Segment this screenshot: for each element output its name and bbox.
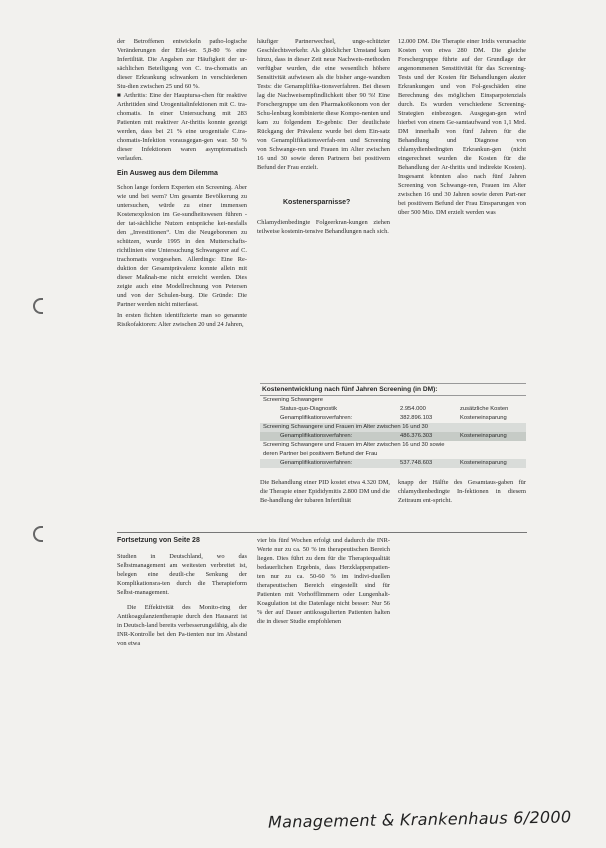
table-row: Genamplifikationsverfahren: 537.748.603 Kosteneinsparung	[260, 459, 526, 468]
table-row: Status-quo-Diagnostik 2.954.000 zusätzliche Kosten	[280, 406, 509, 412]
paragraph: Die Behandlung einer PID kostet etwa 4.320 DM, die Therapie einer Epididymitis 2.800 DM und die Be-handlung der tubaren Infertilität	[260, 479, 390, 504]
handwritten-source-note: Management & Krankenhaus 6/2000	[267, 807, 572, 832]
article-column-3	[398, 37, 526, 372]
article-column-3-continued	[398, 478, 526, 526]
article-column-2-continued	[260, 478, 390, 526]
section-heading: Kostenersparnisse?	[283, 199, 351, 206]
paragraph: der Betroffenen entwickeln patho-logische Veränderungen der Eilei-ter. 5,8-80 % eine Infertilität. Die Angaben zur Häufigkeit der ur-sächlichen Beteiligung von C. tra-chomatis an dieser Erkrankung schwanken in verschiedenen Stu-dien zwischen 25 und 60 %.	[117, 38, 247, 90]
table-row: Screening Schwangere	[263, 397, 323, 403]
lower-article-column-1	[117, 536, 247, 726]
table-row: Screening Schwangere und Frauen im Alter zwischen 16 und 30	[260, 423, 526, 432]
table-row: Genamplifikationsverfahren: 486.376.303 Kosteneinsparung	[260, 432, 526, 441]
table-row: deren Partner bei positivem Befund der Frau	[263, 451, 378, 457]
paragraph: Studien in Deutschland, wo das Selbstmanagement am weitesten verbreitet ist, belegen eine deutli-che Senkung der Komplikationsra-ten durch die Therapieform Selbst-management.	[117, 553, 247, 596]
paragraph: Die Effektivität des Monito-ring der Antikoagulanzientherapie durch den Hausarzt ist in Deutsch-land bereits verbesserungsfähig, als die INR-Kontrolle bei den Pa-tienten nur im Abstand von etwa	[117, 604, 247, 647]
punch-hole-mark	[33, 298, 43, 314]
punch-hole-mark	[33, 526, 43, 542]
continuation-heading: Fortsetzung von Seite 28	[117, 537, 200, 544]
article-column-2	[257, 37, 390, 367]
paragraph: häufiger Partnerwechsel, unge-schützter Geschlechtsverkehr. Als glücklicher Umstand kam hinzu, dass in dieser Zeit neue Nachweis-methoden verfügbar wurden, die eine wesentlich höhere Sensitivität aufwiesen als die bisher ange-wandten Tests: die Genamplifika-tionsverfahren. Bei diesen lag die Nachweisempfindlichkeit über 90 %! Eine Forschergruppe um den Pharmakoökonom von der Schu-lenburg kombinierte diese Kompo-nenten und kam zu folgendem Er-gebnis: Der deutlichste Rückgang der Prävalenz wurde bei dem Ein-satz von Genamplifikationsverfah-ren und Screening von Schwange-ren und Frauen im Alter zwischen 16 und 30 sowie deren Partnern bei positivem Befund der Frau erzielt.	[257, 38, 390, 171]
table-row: Screening Schwangere und Frauen im Alter zwischen 16 und 30 sowie	[263, 442, 445, 448]
paragraph: knapp der Hälfte des Gesamtaus-gaben für chlamydienbedingte In-fektionen in diesem Zeitraum ent-spricht.	[398, 479, 526, 504]
section-heading: Ein Ausweg aus dem Dilemma	[117, 170, 218, 177]
paragraph: ■ Arthritis: Eine der Hauptursa-chen für reaktive Arthritiden sind Urogenitalinfektionen mit C. tra-chomatis. In einer Untersuchung mit 283 Patienten mit reaktiver Ar-thritis konnte gezeigt werden, dass bei 21 % eine urogenitale C.tra-chomatis-Infektion vorausgegan-gen war. 50 % dieser Infektionen waren asymptomatisch verlaufen.	[117, 92, 247, 162]
paragraph: Schon lange fordern Experten ein Screening. Aber wie und bei wem? Um gesamte Bevölkerung zu untersuchen, würde zu einer immensen Kostenexplosion im Ge-sundheitswesen führen - der tat-sächliche Nutzen entspräche kei-nesfalls den „Investitionen“. Um die Neugeborenen zu schützen, wurde 1995 in den Mutterschafts-richtlinien eine Untersuchung Schwangerer auf C. trachomatis vorgesehen. Allerdings: Eine Re-duktion der Gesamtprävalenz konnte allein mit dieser Maßnah-me nicht erreicht werden. Dies zeigte auch eine Modellrechnung von Petersen und von der Schulen-burg. Die Gründe: Die Partner werden nicht miterfasst.	[117, 184, 247, 308]
paragraph: 12.000 DM. Die Therapie einer Iridis verursachte Kosten von etwa 280 DM. Die gleiche Forschergruppe führte auf der Grundlage der angenommenen Senstitivität für das Screening-Tests und der Kosten für Behandlungen akuter Erkrankungen und von Fol-geschäden eine Berechnung des möglichen Einsparpotenzials durch. Es wurden verschiedene Screening-Strategien einbezogen. Ausgegan-gen wird hierbei von einem Ge-samtaufwand von 1,1 Mrd. DM innerhalb von fünf Jahren für die Behandlung und Diagnose von chlamydienbedingten Erkrankun-gen (nicht eingerechnet wurden die Kosten für die Behandlung der Ar-thritis und indirekte Kosten). Insgesamt könnten also nach fünf Jahren Screening von Schwange-ren, Frauen im Alter zwischen 16 und 30 Jahren sowie deren Part-ner bei positivem Befund der Frau Einsparungen von über 500 Mio. DM erzielt werden was	[398, 38, 526, 216]
paragraph: Chlamydienbedingte Folgeerkran-kungen ziehen teilweise kostenin-tensive Behandlungen nach sich.	[257, 219, 390, 235]
article-column-1	[117, 37, 247, 525]
lower-article-column-2	[257, 536, 390, 726]
cost-table	[260, 383, 526, 468]
table-title: Kostenentwicklung nach fünf Jahren Screening (in DM):	[260, 384, 526, 396]
table-row: Genamplifikationsverfahren: 382.896.103 Kosteneinsparung	[280, 415, 507, 421]
section-divider	[117, 532, 527, 533]
paragraph: vier bis fünf Wochen erfolgt und dadurch die INR-Werte nur zu ca. 50 % im therapeutischen Bereich liegen. Dies führt zu dem für die Therapiequalität bedauerlichen Ergebnis, dass Herzklappenpatien-ten nur zu ca. 50-60 % im indivi-duellen therapeutischen Bereich eingestellt sind für Patienten mit Vorhofflimmern oder Lungenhalt-Koagulation ist die Datenlage nicht besser: Nur 56 % der auf Dauer antikoagulierten Patienten halten die in dieser Studie empfohlenen	[257, 537, 390, 625]
paragraph: In ersten fichten identifizierte man so genannte Risikofaktoren: Alter zwischen 20 und 24 Jahren,	[117, 312, 247, 328]
